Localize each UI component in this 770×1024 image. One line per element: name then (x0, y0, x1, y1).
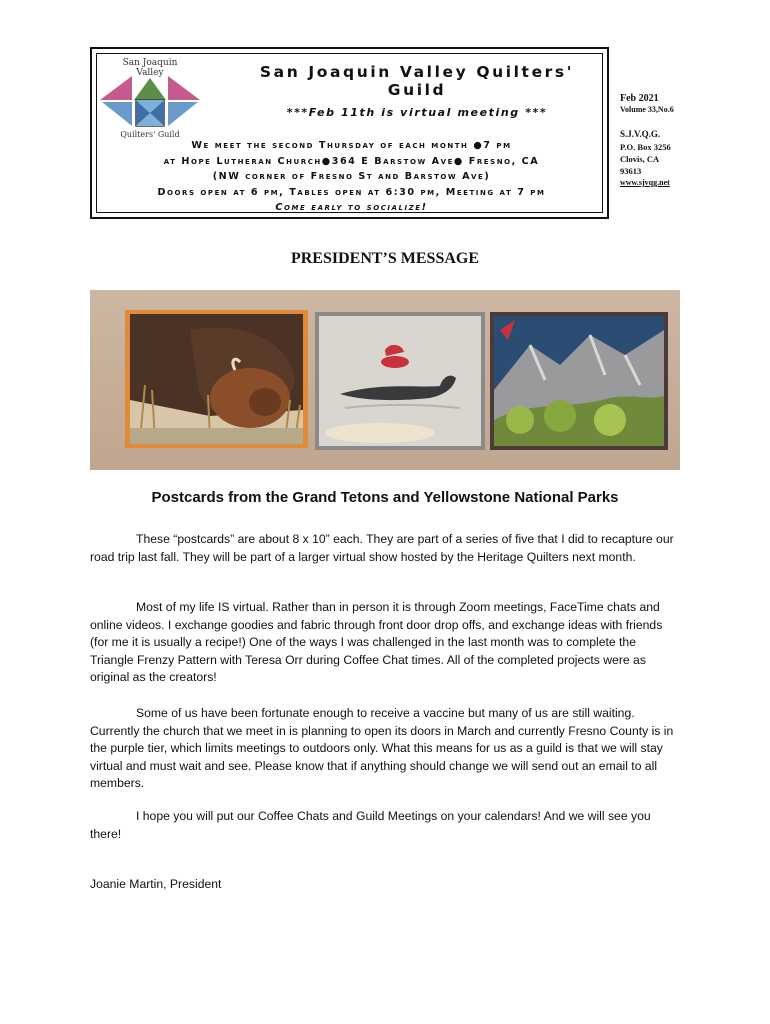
message-paragraph-1: These “postcards” are about 8 x 10” each. They are part of a series of five that I did to recapture our road trip last fall. They will be part of a larger virtual show hosted by the Heritage Quilters next month. (90, 532, 674, 564)
guild-logo (98, 58, 202, 148)
message-paragraph-4: I hope you will put our Coffee Chats and Guild Meetings on your calendars! And we will see you there! (90, 809, 651, 841)
meeting-info-line: We meet the second Thursday of each month ●7 pm (191, 140, 512, 151)
city-state: Clovis, CA (620, 154, 660, 164)
message-paragraph-2: Most of my life IS virtual. Rather than in person it is through Zoom meetings, FaceTime chats and online videos. I exchange goodies and fabric through front door drop offs, and exchange ideas with friends (for me it is usually a recipe!) One of the ways I was challenged in the last month was to complete the Triangle Frenzy Pattern with Teresa Orr during Coffee Chat times. All of the completed projects were as original as the creators! (90, 600, 663, 685)
message-paragraph-3: Some of us have been fortunate enough to receive a vaccine but many of us are still waiting. Currently the church that we meet in is planning to open its doors in March and currently Fresno County is in the purple tier, which limits meetings to outdoors only. What this means for us as a guild is that we will stay virtual and must wait and see. Please know that if anything should change we will send out an email to all members. (90, 706, 674, 791)
mountains-postcard (490, 312, 668, 450)
guild-name-title: San Joaquin Valley Quilters' Guild (259, 63, 575, 99)
quilt-postcards-photo (90, 290, 680, 470)
logo-text-line1: San Joaquin (122, 58, 178, 68)
issue-volume: Volume 33,No.6 (620, 105, 674, 114)
signature-line: Joanie Martin, President (90, 877, 222, 891)
presidents-message-heading: PRESIDENT’S MESSAGE (290, 250, 480, 267)
zip-code: 93613 (620, 166, 642, 176)
masthead-box (90, 47, 609, 219)
issue-date: Feb 2021 (620, 93, 659, 104)
website-link[interactable]: www.sjvqg.net (620, 178, 670, 187)
org-abbreviation: S.J.V.Q.G. (620, 129, 661, 139)
meeting-location-line: at Hope Lutheran Church●364 E Barstow Ave● Fresno, CA (163, 156, 540, 167)
article-subtitle: Postcards from the Grand Tetons and Yellowstone National Parks (151, 489, 619, 506)
po-box: P.O. Box 3256 (620, 142, 671, 152)
logo-text-line2: Valley (136, 68, 164, 78)
bison-postcard (125, 310, 308, 448)
socialize-note: Come early to socialize! (275, 202, 428, 213)
meeting-location-detail: (NW corner of Fresno St and Barstow Ave) (212, 171, 491, 182)
meeting-note: ***Feb 11th is virtual meeting *** (286, 106, 548, 119)
logo-text-line3: Quilters' Guild (120, 130, 180, 139)
meeting-times-line: Doors open at 6 pm, Tables open at 6:30 pm, Meeting at 7 pm (157, 187, 546, 198)
quilt-block-logo-icon (98, 76, 202, 130)
loon-postcard (315, 312, 485, 450)
